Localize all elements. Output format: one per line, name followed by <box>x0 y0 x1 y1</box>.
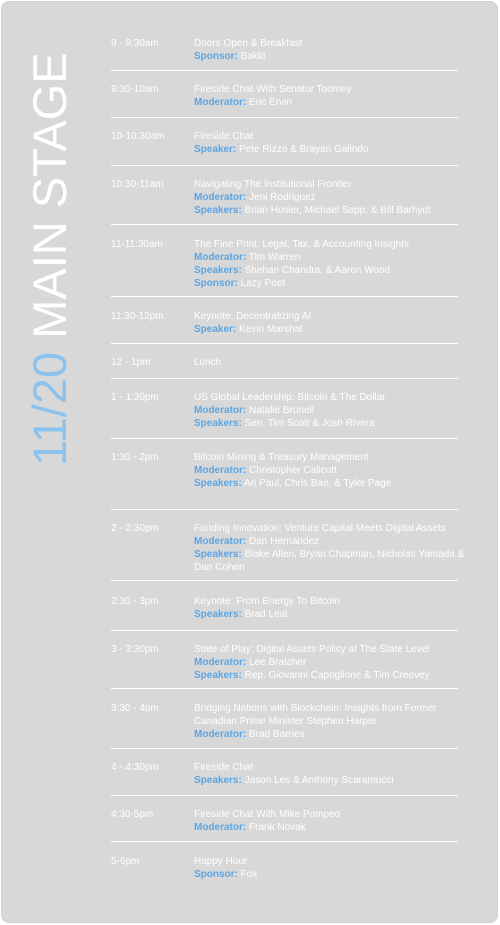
session-detail <box>194 548 474 574</box>
detail-label: Sponsor: <box>194 51 238 62</box>
session-detail <box>194 477 474 490</box>
session-row <box>111 356 458 379</box>
detail-value: Christopher Calicott <box>249 465 337 476</box>
session-detail <box>194 464 474 477</box>
session-row <box>111 761 458 796</box>
detail-label: Sponsor: <box>194 278 238 289</box>
session-title: Bitcoin Mining & Treasury Management <box>194 452 369 463</box>
session-row <box>111 522 465 581</box>
session-time: 1 - 1:30pm <box>111 392 159 403</box>
session-detail <box>194 608 474 621</box>
session-detail <box>194 96 474 109</box>
session-row <box>111 702 458 749</box>
stage-date: 11/20 <box>23 351 76 466</box>
session-info <box>194 130 474 156</box>
session-title: US Global Leadership: Bitcoin & The Dollar <box>194 392 386 403</box>
detail-value: Ari Paul, Chris Bae, & Tyler Page <box>244 478 392 489</box>
session-info <box>194 855 474 881</box>
session-info <box>194 522 474 574</box>
session-row <box>111 855 458 885</box>
session-detail <box>194 251 474 264</box>
detail-label: Speakers: <box>194 205 242 216</box>
session-detail <box>194 277 474 290</box>
session-title: Doors Open & Breakfast <box>194 38 303 49</box>
session-time: 4:30-5pm <box>111 809 154 820</box>
session-time: 1:30 - 2pm <box>111 452 159 463</box>
detail-value: Blake Allen, Bryan Chapman, Nicholas Yamada & Dan Cohen <box>194 549 465 573</box>
session-info <box>194 37 474 63</box>
detail-value: Rep. Giovanni Capriglione & Tim Creevey <box>244 670 430 681</box>
detail-value: Jeni Rodriguez <box>249 192 316 203</box>
detail-label: Speakers: <box>194 609 242 620</box>
session-detail <box>194 821 474 834</box>
session-time: 4 - 4:30pm <box>111 762 159 773</box>
session-row <box>111 310 458 344</box>
detail-value: Brian Hosier, Michael Sapp, & Bill Barhydt <box>244 205 431 216</box>
session-title: Keynote: Decentralizing AI <box>194 311 312 322</box>
stage-heading <box>24 52 76 466</box>
session-detail <box>194 143 474 156</box>
detail-label: Moderator: <box>194 536 247 547</box>
session-title: Happy Hour <box>194 856 248 867</box>
detail-value: Brad Leal <box>244 609 288 620</box>
detail-label: Speakers: <box>194 549 242 560</box>
session-info <box>194 808 474 834</box>
session-detail <box>194 868 474 881</box>
detail-value: Dan Hernandez <box>249 536 320 547</box>
detail-label: Moderator: <box>194 97 247 108</box>
session-time: 9 - 9:30am <box>111 38 159 49</box>
detail-label: Speakers: <box>194 478 242 489</box>
session-time: 9:30-10am <box>111 84 159 95</box>
session-info <box>194 238 474 290</box>
detail-label: Speaker: <box>194 324 237 335</box>
session-row <box>111 238 458 297</box>
detail-value: Lazy Poet <box>240 278 286 289</box>
detail-value: Lee Bratcher <box>249 657 307 668</box>
detail-value: Brad Barnes <box>249 729 305 740</box>
stage-name: MAIN STAGE <box>23 52 76 339</box>
session-time: 2:30 - 3pm <box>111 596 159 607</box>
session-detail <box>194 204 474 217</box>
session-time: 11-11:30am <box>111 239 163 250</box>
detail-value: Natalie Brunell <box>249 405 315 416</box>
session-detail <box>194 191 474 204</box>
session-detail <box>194 728 474 741</box>
detail-label: Sponsor: <box>194 869 238 880</box>
session-row <box>111 391 458 439</box>
session-title: Fireside Chat With Mike Pompeo <box>194 809 341 820</box>
session-info <box>194 83 474 109</box>
session-title: Lunch <box>194 357 222 368</box>
session-row <box>111 643 458 689</box>
detail-value: Frank Novak <box>249 822 306 833</box>
session-time: 2 - 2:30pm <box>111 523 159 534</box>
detail-value: Tim Warren <box>248 252 301 263</box>
detail-label: Moderator: <box>194 405 247 416</box>
session-detail <box>194 669 474 682</box>
session-title: Fireside Chat <box>194 131 254 142</box>
detail-label: Moderator: <box>194 657 247 668</box>
session-row <box>111 130 458 166</box>
detail-value: Bakkt <box>240 51 266 62</box>
session-time: 5-6pm <box>111 856 140 867</box>
session-row <box>111 178 458 225</box>
detail-value: Shehan Chandra, & Aaron Wood <box>244 265 391 276</box>
session-info <box>194 391 474 430</box>
detail-value: Jason Les & Anthony Scaramucci <box>244 775 394 786</box>
session-detail <box>194 264 474 277</box>
session-title: Fireside Chat <box>194 762 254 773</box>
session-row <box>111 37 458 71</box>
detail-value: Eric Ervin <box>249 97 292 108</box>
session-row <box>111 595 458 631</box>
detail-label: Speakers: <box>194 775 242 786</box>
session-detail <box>194 417 474 430</box>
session-detail <box>194 404 474 417</box>
detail-value: Fox <box>240 869 258 880</box>
session-title: Bridging Nations with Blockchain: Insights from Former Canadian Prime Minister Stephen Harper <box>194 703 437 727</box>
session-detail <box>194 535 474 548</box>
detail-label: Moderator: <box>194 822 247 833</box>
session-info <box>194 761 474 787</box>
session-time: 10-10:30am <box>111 131 165 142</box>
session-title: Fireside Chat With Senator Toomey <box>194 84 352 95</box>
session-time: 10:30-11am <box>111 179 164 190</box>
detail-label: Moderator: <box>194 192 247 203</box>
session-row <box>111 83 458 118</box>
session-time: 12 - 1pm <box>111 357 151 368</box>
detail-label: Speakers: <box>194 670 242 681</box>
detail-label: Moderator: <box>194 465 247 476</box>
detail-value: Pete Rizzo & Brayan Galindo <box>239 144 369 155</box>
session-info <box>194 643 474 682</box>
session-detail <box>194 50 474 63</box>
session-title: Navigating The Institutional Frontier <box>194 179 352 190</box>
session-title: Funding Innovation: Venture Capital Meets Digital Assets <box>194 523 446 534</box>
session-time: 11:30-12pm <box>111 311 164 322</box>
schedule-card <box>1 1 498 923</box>
detail-label: Speakers: <box>194 418 242 429</box>
session-detail <box>194 656 474 669</box>
session-info <box>194 356 474 369</box>
detail-label: Moderator: <box>194 252 247 263</box>
detail-label: Moderator: <box>194 729 247 740</box>
session-info <box>194 451 474 490</box>
session-detail <box>194 323 474 336</box>
session-row <box>111 808 458 842</box>
session-title: The Fine Print: Legal, Tax, & Accounting Insights <box>194 239 409 250</box>
session-info <box>194 702 474 741</box>
session-title: Keynote: From Energy To Bitcoin <box>194 596 340 607</box>
session-time: 3 - 3:30pm <box>111 644 159 655</box>
session-info <box>194 595 474 621</box>
session-detail <box>194 774 474 787</box>
detail-value: Sen. Tim Scott & Josh Rivera <box>244 418 375 429</box>
detail-label: Speakers: <box>194 265 242 276</box>
detail-label: Speaker: <box>194 144 237 155</box>
detail-value: Kevin Marshal <box>239 324 303 335</box>
session-time: 3:30 - 4pm <box>111 703 159 714</box>
session-title: State of Play: Digital Assets Policy at The State Level <box>194 644 430 655</box>
session-info <box>194 310 474 336</box>
session-row <box>111 451 458 510</box>
session-info <box>194 178 474 217</box>
